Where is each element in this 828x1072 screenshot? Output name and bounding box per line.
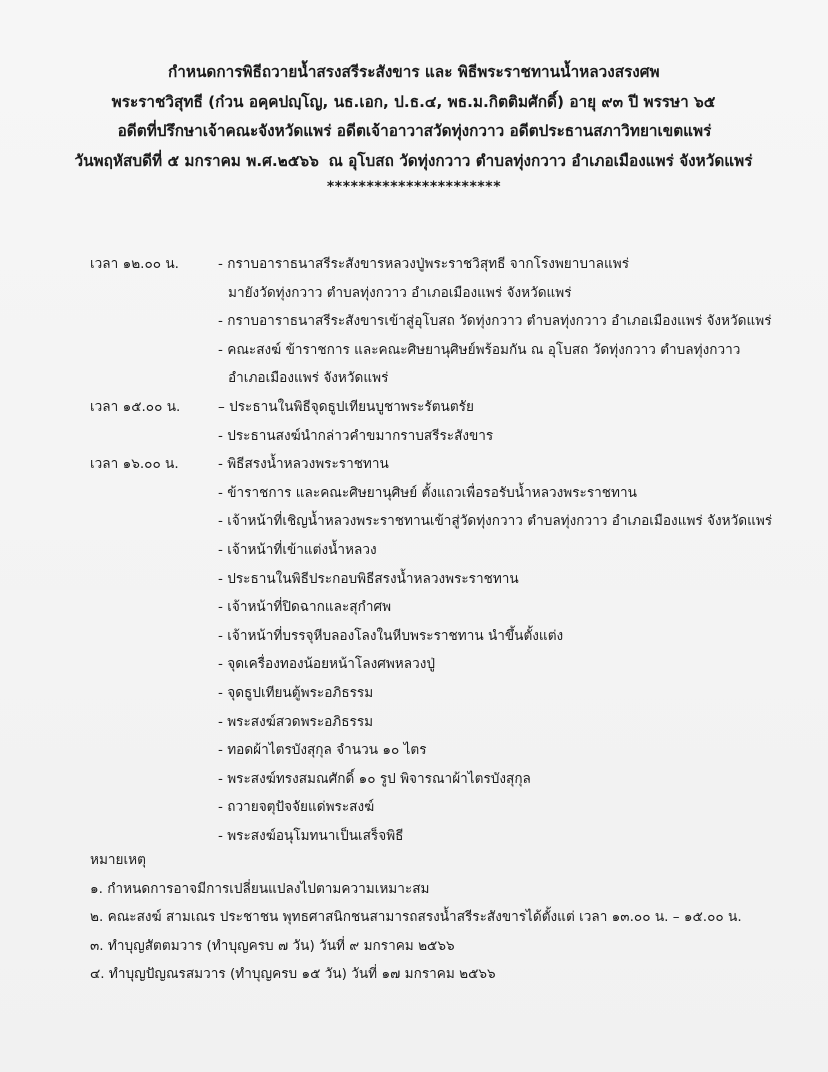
schedule-row [0, 307, 828, 336]
schedule-item: - เจ้าหน้าที่เข้าแต่งน้ำหลวง [218, 541, 377, 558]
schedule-row [0, 593, 828, 622]
notes-title: หมายเหตุ [90, 852, 146, 868]
header-monk-name: พระราชวิสุทธี (ก๋วน อคฺคปญฺโญ, นธ.เอก, ป.ธ.๔, พธ.ม.กิตติมศักดิ์) อายุ ๙๓ ปี พรรษา ๖๕ [112, 92, 716, 111]
note-item: ๑. กำหนดการอาจมีการเปลี่ยนแปลงไปตามความเหมาะสม [90, 880, 430, 897]
schedule-row [0, 336, 828, 365]
schedule-row [0, 279, 828, 308]
schedule-list [0, 250, 828, 850]
schedule-item-continuation: อำเภอเมืองแพร่ จังหวัดแพร่ [228, 370, 389, 387]
header-date: วันพฤหัสบดีที่ ๕ มกราคม พ.ศ.๒๕๖๖ [74, 151, 320, 170]
schedule-item: – ประธานในพิธีจุดธูปเทียนบูชาพระรัตนตรัย [218, 398, 474, 415]
schedule-item: - ทอดผ้าไตรบังสุกุล จำนวน ๑๐ ไตร [218, 742, 427, 759]
header-title: กำหนดการพิธีถวายน้ำสรงสรีระสังขาร และ พิธีพระราชทานน้ำหลวงสรงศพ [168, 63, 660, 81]
schedule-item: - กราบอาราธนาสรีระสังขารหลวงปู่พระราชวิสุทธี จากโรงพยาบาลแพร่ [218, 256, 630, 272]
schedule-item: - กราบอาราธนาสรีระสังขารเข้าสู่อุโบสถ วัดทุ่งกวาว ตำบลทุ่งกวาว อำเภอเมืองแพร่ จังหวัดแพร่ [218, 313, 772, 330]
notes-section [0, 846, 828, 989]
schedule-row [0, 536, 828, 565]
schedule-item: - ถวายจตุปัจจัยแด่พระสงฆ์ [218, 799, 375, 816]
schedule-item: - จุดธูปเทียนตู้พระอภิธรรม [218, 684, 374, 701]
schedule-item: - พระสงฆ์อนุโมทนาเป็นเสร็จพิธี [218, 827, 404, 844]
note-item: ๓. ทำบุญสัตตมวาร (ทำบุญครบ ๗ วัน) วันที่ ๙ มกราคม ๒๕๖๖ [90, 937, 455, 954]
header-monk-positions: อดีตที่ปรึกษาเจ้าคณะจังหวัดแพร่ อดีตเจ้าอาวาสวัดทุ่งกวาว อดีตประธานสภาวิทยาเขตแพร่ [117, 122, 711, 140]
schedule-row [0, 650, 828, 679]
schedule-row [0, 479, 828, 508]
schedule-item: - ประธานสงฆ์นำกล่าวคำขมากราบสรีระสังขาร [218, 427, 494, 444]
schedule-time: เวลา ๑๒.๐๐ น. [90, 256, 180, 272]
header-location: ณ อุโบสถ วัดทุ่งกวาว ตำบลทุ่งกวาว อำเภอเมืองแพร่ จังหวัดแพร่ [328, 151, 753, 170]
schedule-item: - พระสงฆ์ทรงสมณศักดิ์ ๑๐ รูป พิจารณาผ้าไตรบังสุกุล [218, 770, 531, 787]
schedule-row [0, 622, 828, 651]
schedule-item: - คณะสงฆ์ ข้าราชการ และคณะศิษยานุศิษย์พร้อมกัน ณ อุโบสถ วัดทุ่งกวาว ตำบลทุ่งกวาว [218, 341, 741, 358]
schedule-row [0, 422, 828, 451]
schedule-item: - จุดเครื่องทองน้อยหน้าโลงศพหลวงปู่ [218, 656, 435, 673]
schedule-row [0, 450, 828, 479]
document-header [0, 58, 828, 198]
schedule-item: - เจ้าหน้าที่ปิดฉากและสุกำศพ [218, 599, 392, 616]
schedule-row [0, 364, 828, 393]
schedule-row [0, 507, 828, 536]
schedule-time: เวลา ๑๕.๐๐ น. [90, 398, 181, 415]
schedule-row [0, 250, 828, 279]
schedule-item: - ประธานในพิธีประกอบพิธีสรงน้ำหลวงพระราชทาน [218, 570, 519, 587]
schedule-row [0, 679, 828, 708]
schedule-time: เวลา ๑๖.๐๐ น. [90, 456, 179, 473]
note-item: ๒. คณะสงฆ์ สามเณร ประชาชน พุทธศาสนิกชนสามารถสรงน้ำสรีระสังขารได้ตั้งแต่ เวลา ๑๓.๐๐ น. – ๑๕.๐๐ น. [90, 909, 742, 926]
schedule-item: - เจ้าหน้าที่บรรจุหีบลองโลงในหีบพระราชทาน นำขึ้นตั้งแต่ง [218, 627, 564, 644]
schedule-item-continuation: มายังวัดทุ่งกวาว ตำบลทุ่งกวาว อำเภอเมืองแพร่ จังหวัดแพร่ [228, 284, 572, 301]
schedule-item: - เจ้าหน้าที่เชิญน้ำหลวงพระราชทานเข้าสู่วัดทุ่งกวาว ตำบลทุ่งกวาว อำเภอเมืองแพร่ จังหวัดแพร่ [218, 513, 773, 530]
schedule-row [0, 736, 828, 765]
schedule-row [0, 393, 828, 422]
schedule-row [0, 793, 828, 822]
note-item: ๔. ทำบุญปัญณรสมวาร (ทำบุญครบ ๑๕ วัน) วันที่ ๑๗ มกราคม ๒๕๖๖ [90, 966, 496, 983]
header-divider: ********************** [326, 179, 502, 195]
schedule-item: - พระสงฆ์สวดพระอภิธรรม [218, 713, 374, 730]
schedule-row [0, 708, 828, 737]
schedule-row [0, 565, 828, 594]
schedule-row [0, 765, 828, 794]
schedule-item: - พิธีสรงน้ำหลวงพระราชทาน [218, 456, 389, 473]
schedule-item: - ข้าราชการ และคณะศิษยานุศิษย์ ตั้งแถวเพื่อรอรับน้ำหลวงพระราชทาน [218, 484, 637, 501]
